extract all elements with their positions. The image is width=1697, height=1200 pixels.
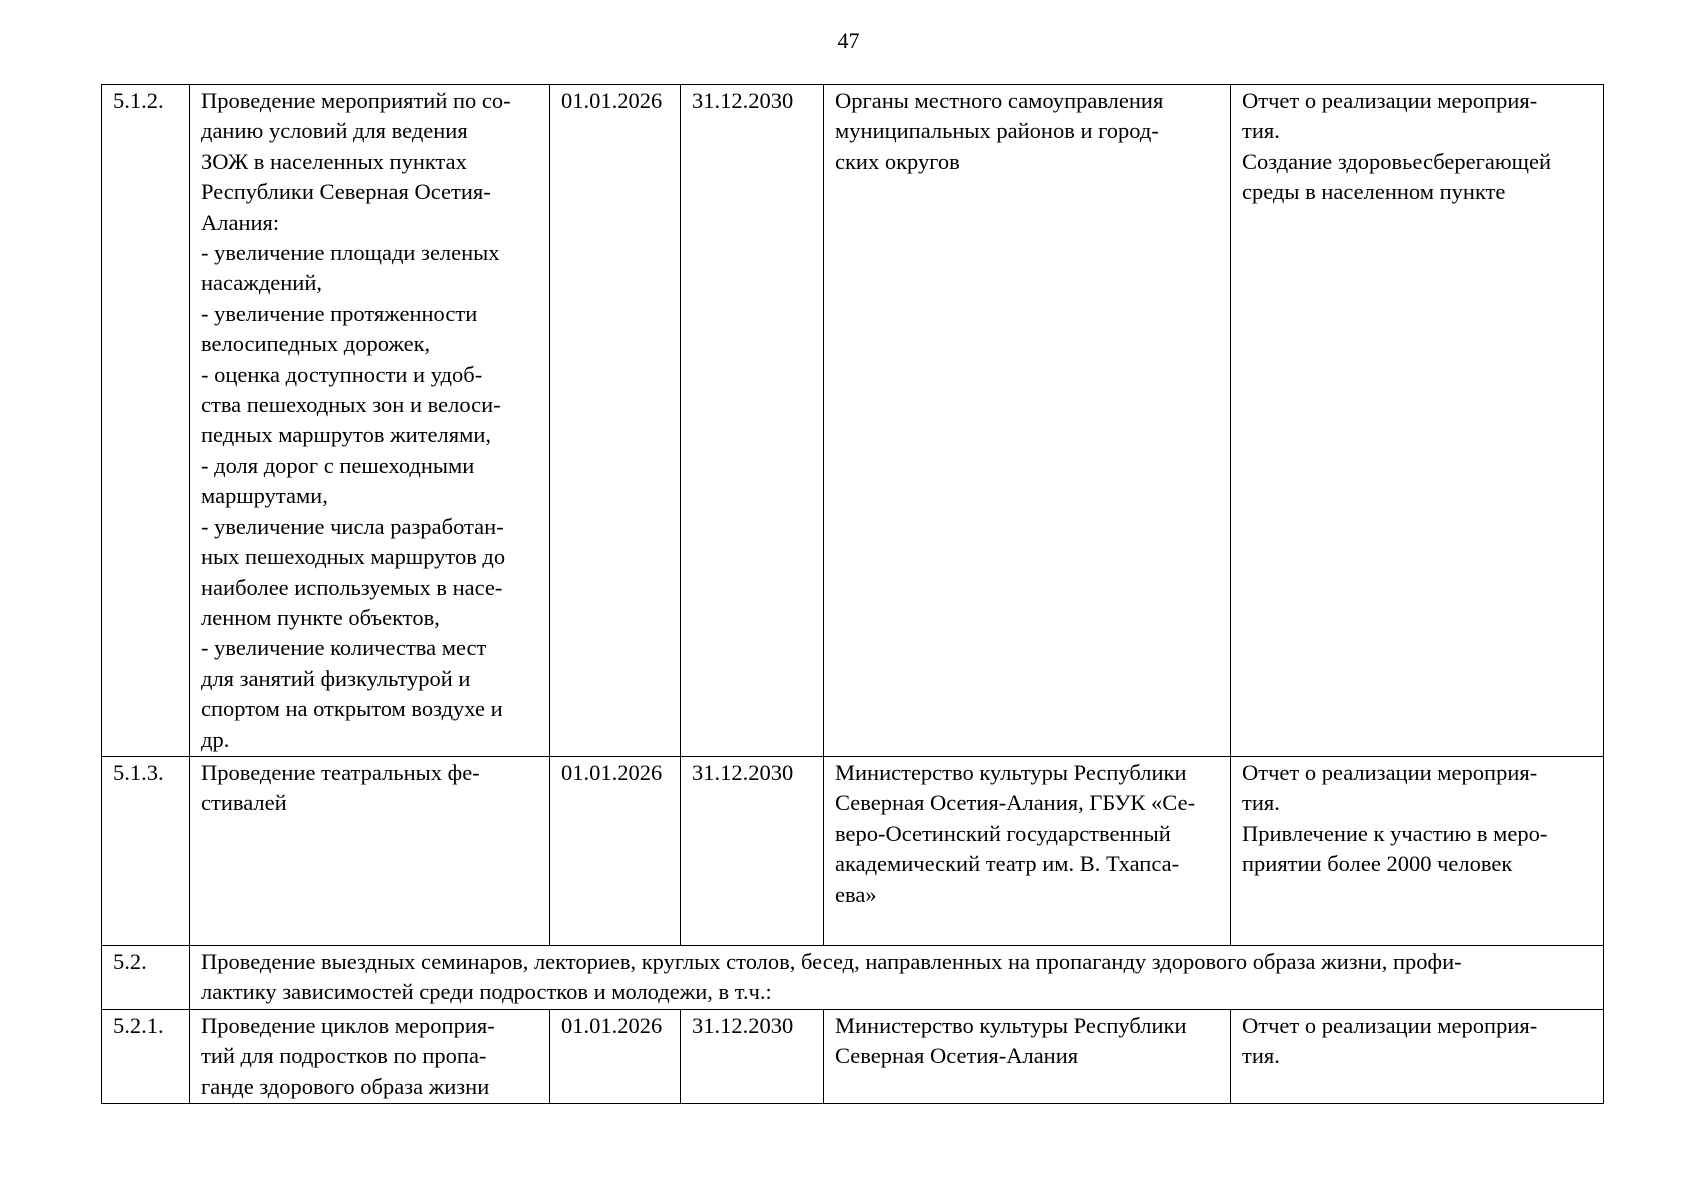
table-row-5-1-3 bbox=[102, 756, 1604, 945]
cell-line: лактику зависимостей среди подростков и молодежи, в т.ч.: bbox=[201, 979, 772, 1005]
cell-line: наиболее используемых в насе- bbox=[201, 574, 503, 600]
cell-line: среды в населенном пункте bbox=[1242, 179, 1506, 205]
table-row-5-1-2 bbox=[102, 85, 1604, 757]
cell-line: Привлечение к участию в меро- bbox=[1242, 820, 1548, 846]
cell-line: - увеличение числа разработан- bbox=[201, 513, 504, 539]
cell-line: ленном пункте объектов, bbox=[201, 604, 440, 630]
cell-line: ганде здорового образа жизни bbox=[201, 1073, 490, 1099]
table-row-5-2 bbox=[102, 945, 1604, 1009]
table-row-5-2-1 bbox=[102, 1009, 1604, 1103]
measures-table bbox=[101, 84, 1604, 1104]
cell-line: тий для подростков по пропа- bbox=[201, 1043, 487, 1069]
cell-line: Проведение театральных фе- bbox=[201, 759, 480, 785]
cell-line: Северная Осетия-Алания, ГБУК «Се- bbox=[835, 790, 1196, 816]
executor-cell bbox=[824, 85, 1231, 757]
cell-line: Министерство культуры Республики bbox=[835, 1012, 1187, 1038]
cell-line: - увеличение протяженности bbox=[201, 300, 478, 326]
cell-line: стивалей bbox=[201, 790, 287, 816]
result-cell bbox=[1231, 85, 1604, 757]
end-date: 31.12.2030 bbox=[681, 756, 824, 945]
measure-name-cell bbox=[190, 756, 550, 945]
cell-line: - увеличение площади зеленых bbox=[201, 240, 500, 266]
executor-cell bbox=[824, 756, 1231, 945]
cell-line: Создание здоровьесберегающей bbox=[1242, 148, 1551, 174]
cell-line: академический театр им. В. Тхапса- bbox=[835, 851, 1180, 877]
measure-name-cell bbox=[190, 1009, 550, 1103]
cell-line: тия. bbox=[1242, 1043, 1280, 1069]
executor-cell bbox=[824, 1009, 1231, 1103]
cell-line: насаждений, bbox=[201, 270, 323, 296]
cell-line: Проведение циклов мероприя- bbox=[201, 1012, 495, 1038]
cell-line: велосипедных дорожек, bbox=[201, 331, 431, 357]
cell-line: Министерство культуры Республики bbox=[835, 759, 1187, 785]
page-number: 47 bbox=[837, 28, 860, 53]
cell-line: приятии более 2000 человек bbox=[1242, 851, 1513, 877]
cell-line: тия. bbox=[1242, 118, 1280, 144]
cell-line: Отчет о реализации мероприя- bbox=[1242, 88, 1538, 113]
cell-line: Республики Северная Осетия- bbox=[201, 179, 491, 205]
end-date: 31.12.2030 bbox=[681, 1009, 824, 1103]
cell-line: Проведение выездных семинаров, лекториев, круглых столов, бесед, направленных на пропаганду здорового образа жизни, профи- bbox=[201, 948, 1462, 974]
cell-line: Алания: bbox=[201, 209, 280, 235]
cell-line: ства пешеходных зон и велоси- bbox=[201, 392, 501, 418]
cell-line: Проведение мероприятий по со- bbox=[201, 88, 511, 113]
cell-line: ских округов bbox=[835, 148, 960, 174]
row-number: 5.2. bbox=[102, 945, 190, 1009]
cell-line: ных пешеходных маршрутов до bbox=[201, 544, 506, 570]
cell-line: Отчет о реализации мероприя- bbox=[1242, 1012, 1538, 1038]
cell-line: - доля дорог с пешеходными bbox=[201, 452, 475, 478]
cell-line: данию условий для ведения bbox=[201, 118, 468, 144]
cell-line: тия. bbox=[1242, 790, 1280, 816]
start-date: 01.01.2026 bbox=[550, 756, 681, 945]
cell-line: педных маршрутов жителями, bbox=[201, 422, 491, 448]
row-number: 5.1.2. bbox=[102, 85, 190, 757]
cell-line: веро-Осетинский государственный bbox=[835, 820, 1171, 846]
cell-line: спортом на открытом воздухе и bbox=[201, 696, 503, 722]
section-heading-cell bbox=[190, 945, 1604, 1009]
result-cell bbox=[1231, 1009, 1604, 1103]
cell-line: муниципальных районов и город- bbox=[835, 118, 1159, 144]
cell-line: - увеличение количества мест bbox=[201, 635, 487, 661]
cell-line: Отчет о реализации мероприя- bbox=[1242, 759, 1538, 785]
end-date: 31.12.2030 bbox=[681, 85, 824, 757]
cell-line: Северная Осетия-Алания bbox=[835, 1043, 1079, 1069]
row-number: 5.2.1. bbox=[102, 1009, 190, 1103]
cell-line: - оценка доступности и удоб- bbox=[201, 361, 483, 387]
result-cell bbox=[1231, 756, 1604, 945]
start-date: 01.01.2026 bbox=[550, 1009, 681, 1103]
start-date: 01.01.2026 bbox=[550, 85, 681, 757]
cell-line: маршрутами, bbox=[201, 483, 328, 509]
cell-line: др. bbox=[201, 726, 230, 752]
row-number: 5.1.3. bbox=[102, 756, 190, 945]
cell-line: ева» bbox=[835, 881, 877, 907]
cell-line: Органы местного самоуправления bbox=[835, 88, 1164, 113]
cell-line: для занятий физкультурой и bbox=[201, 665, 471, 691]
cell-line: ЗОЖ в населенных пунктах bbox=[201, 148, 467, 174]
measure-name-cell bbox=[190, 85, 550, 757]
